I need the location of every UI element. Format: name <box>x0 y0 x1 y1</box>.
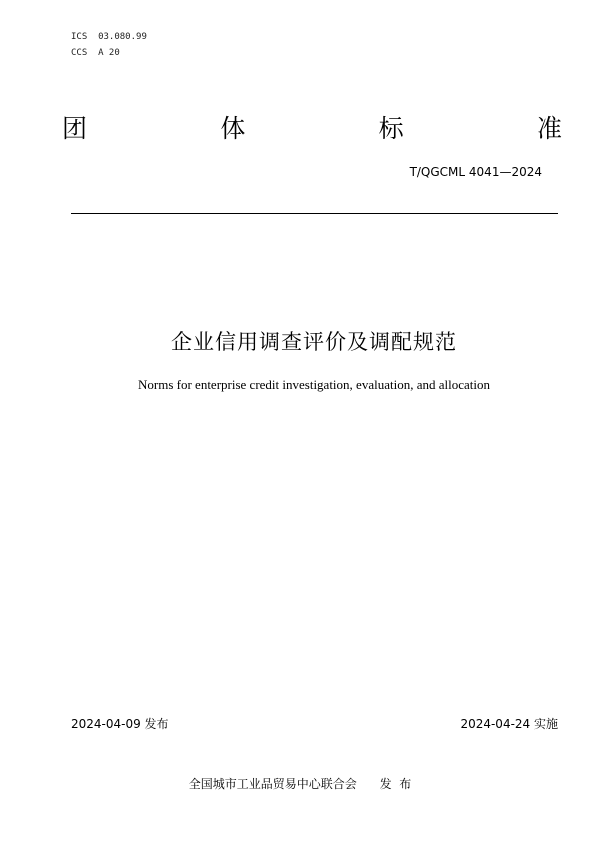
issue-date: 2024-04-09 发布 <box>71 717 169 731</box>
ics-code: ICS 03.080.99 <box>71 32 147 42</box>
publisher-line <box>0 775 600 793</box>
standard-number: T/QGCML 4041—2024 <box>409 165 542 179</box>
standard-type-char: 体 <box>220 114 246 143</box>
implementation-date: 2024-04-24 实施 <box>460 717 558 731</box>
standard-type-heading <box>62 112 562 146</box>
standard-type-char: 团 <box>62 114 88 143</box>
ccs-code: CCS A 20 <box>71 48 120 58</box>
header-divider <box>71 213 558 214</box>
publish-label: 发 布 <box>379 777 412 791</box>
standard-type-char: 标 <box>378 114 404 143</box>
standard-type-char: 准 <box>536 114 562 143</box>
document-title-zh: 企业信用调查评价及调配规范 <box>171 330 457 354</box>
publisher-name: 全国城市工业品贸易中心联合会 <box>188 777 357 791</box>
document-title-en: Norms for enterprise credit investigation, evaluation, and allocation <box>138 377 490 392</box>
classification-codes <box>71 29 147 61</box>
